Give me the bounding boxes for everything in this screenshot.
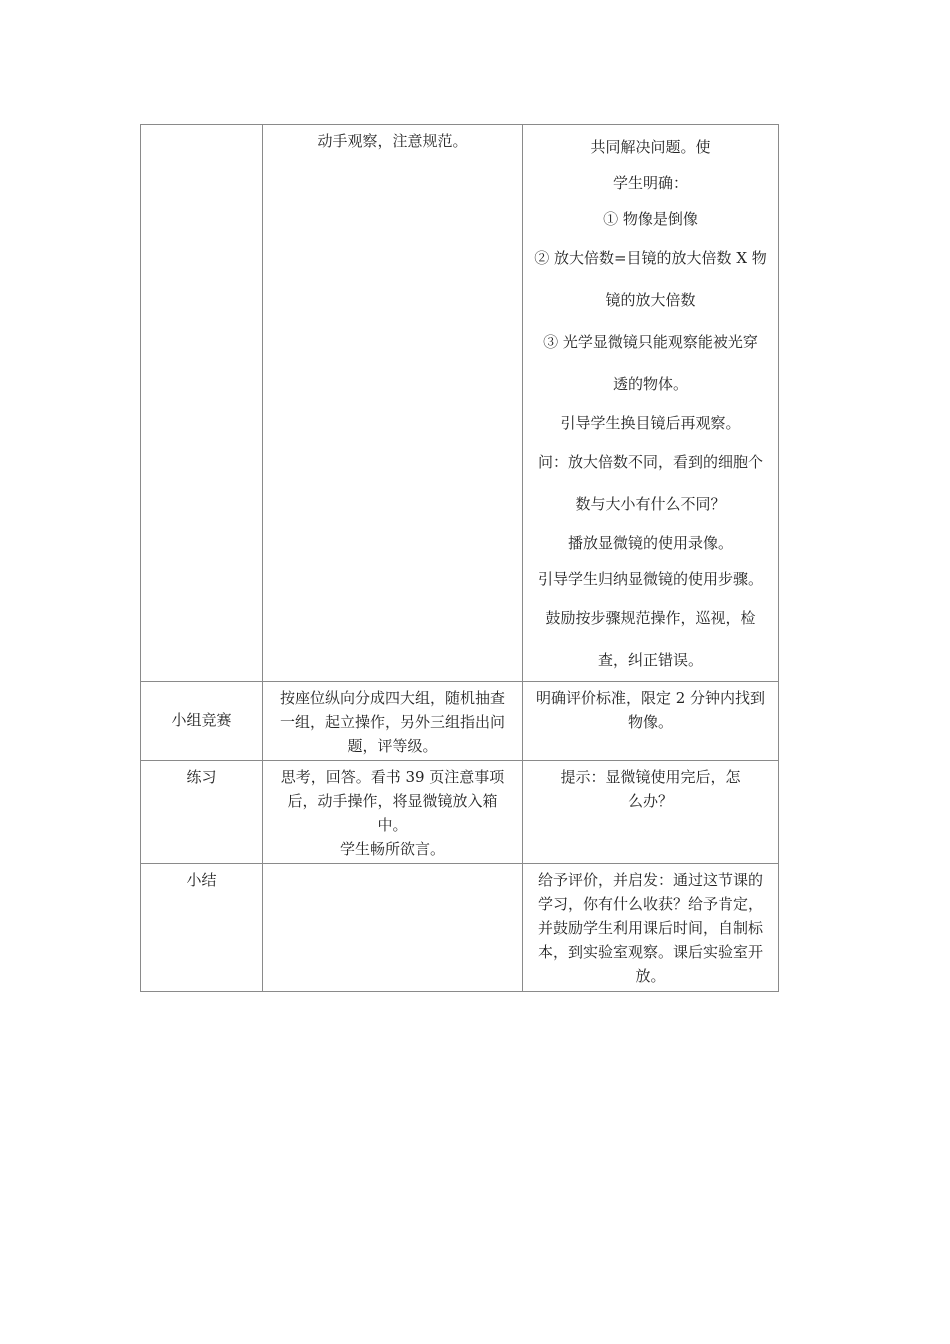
teacher-activity-line: 物像。 (627, 713, 673, 731)
teacher-activity-line: 么办？ (627, 792, 673, 810)
student-activity-line: 后，动手操作，将显微镜放入箱 (287, 792, 498, 810)
teacher-activity-line: 镜的放大倍数 (605, 291, 696, 309)
teacher-activity-cell (523, 682, 779, 761)
student-activity-line: 题，评等级。 (347, 737, 438, 755)
teacher-activity-line: ① 物像是倒像 (603, 210, 698, 228)
teacher-activity-cell (523, 125, 779, 682)
table-row (141, 761, 779, 864)
student-activity-line: 学生畅所欲言。 (339, 840, 445, 858)
teacher-activity-line: 提示：显微镜使用完后，怎 (560, 768, 741, 786)
teacher-activity-cell (523, 761, 779, 864)
student-activity-cell (263, 761, 523, 864)
table-row (141, 864, 779, 992)
teacher-activity-line: 学习，你有什么收获？给予肯定， (537, 895, 763, 913)
teacher-activity-line: 数与大小有什么不同？ (575, 495, 726, 513)
teacher-activity-line: 放。 (635, 967, 666, 985)
teacher-activity-line: 问：放大倍数不同，看到的细胞个 (537, 453, 763, 471)
teacher-activity-line: 引导学生归纳显微镜的使用步骤。 (537, 570, 763, 588)
teacher-activity-line: 引导学生换目镜后再观察。 (560, 414, 741, 432)
student-activity-cell (263, 864, 523, 992)
student-activity-cell (263, 682, 523, 761)
stage-label (141, 125, 262, 129)
teacher-activity-line: 鼓励按步骤规范操作，巡视，检 (545, 609, 756, 627)
student-activity-line: 动手观察，注意规范。 (317, 132, 468, 150)
teacher-activity-line: 查，纠正错误。 (597, 651, 703, 669)
student-activity-cell (263, 125, 523, 682)
teacher-activity-line: 播放显微镜的使用录像。 (567, 534, 733, 552)
lesson-plan-table (140, 124, 779, 992)
stage-label: 小组竞赛 (171, 711, 232, 729)
teacher-activity-line: 本，到实验室观察。课后实验室开 (537, 943, 763, 961)
student-activity-line: 思考，回答。看书 39 页注意事项 (280, 768, 505, 786)
table-row (141, 125, 779, 682)
teacher-activity-line: 明确评价标准，限定 2 分钟内找到 (535, 689, 766, 707)
teacher-activity-line: ③ 光学显微镜只能观察能被光穿 (543, 333, 758, 351)
teacher-activity-line: 学生明确： (612, 174, 688, 192)
student-activity-line: 一组，起立操作，另外三组指出问 (279, 713, 505, 731)
table-row (141, 682, 779, 761)
student-activity-line: 按座位纵向分成四大组，随机抽查 (279, 689, 505, 707)
stage-cell (141, 864, 263, 992)
student-activity-line: 中。 (377, 816, 408, 834)
teacher-activity-line: 透的物体。 (612, 375, 688, 393)
teacher-activity-line: 并鼓励学生利用课后时间，自制标 (537, 919, 763, 937)
teacher-activity-line: 共同解决问题。使 (590, 138, 711, 156)
teacher-activity-cell (523, 864, 779, 992)
stage-label: 小结 (186, 871, 217, 889)
teacher-activity-line: ② 放大倍数=目镜的放大倍数 X 物 (534, 249, 767, 267)
stage-cell (141, 682, 263, 761)
stage-cell (141, 761, 263, 864)
stage-label: 练习 (186, 768, 217, 786)
stage-cell (141, 125, 263, 682)
teacher-activity-line: 给予评价，并启发：通过这节课的 (537, 871, 763, 889)
